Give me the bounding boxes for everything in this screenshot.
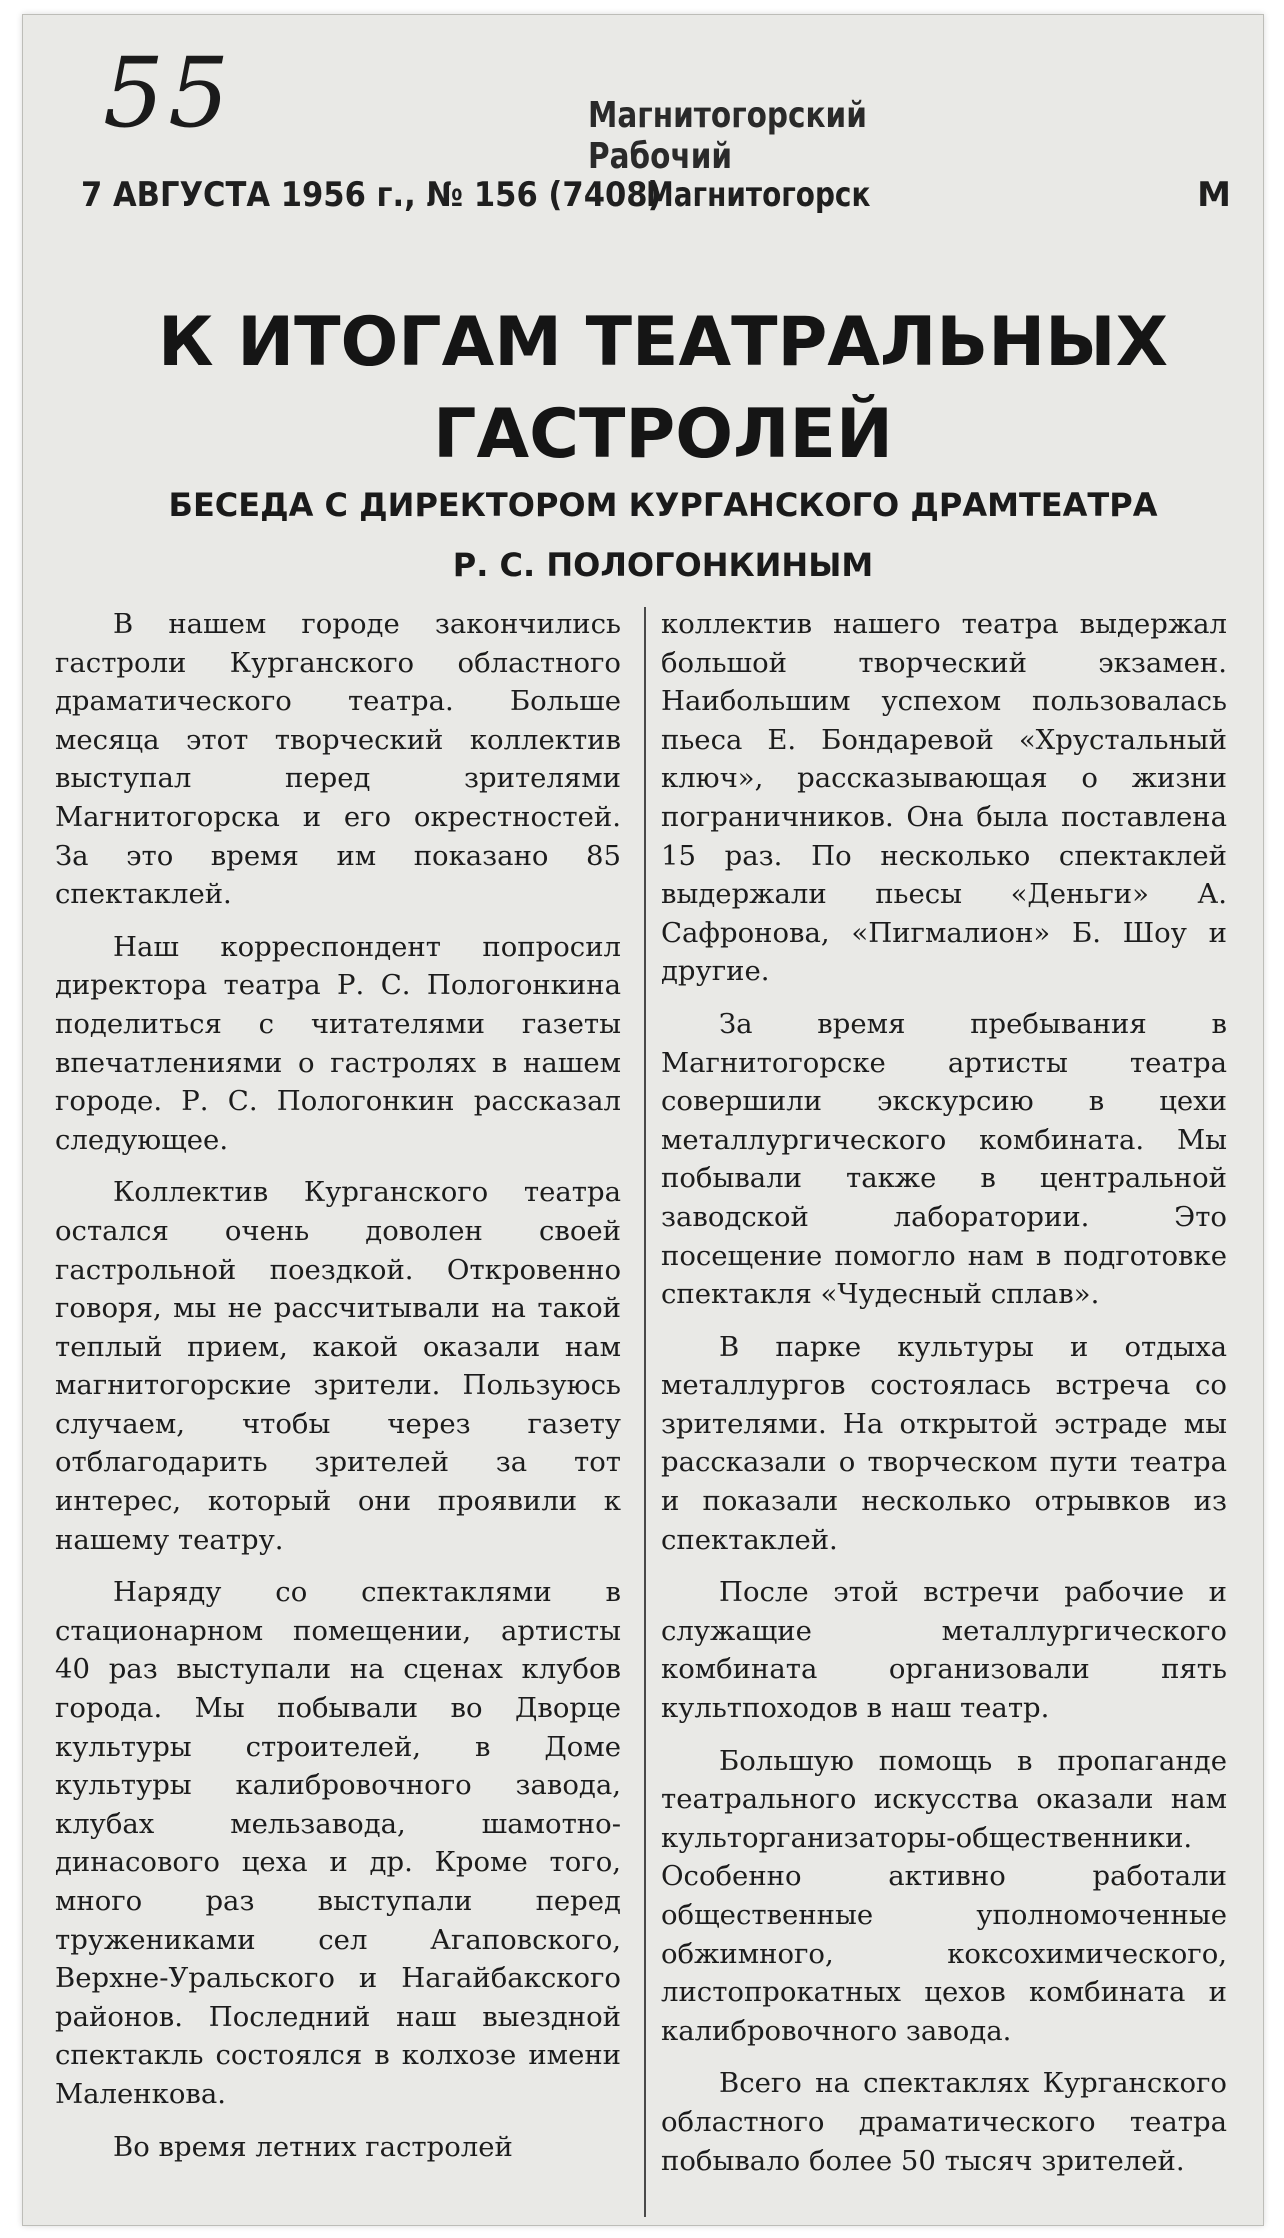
newspaper-name: Магнитогорский Рабочий xyxy=(588,95,867,177)
paragraph: коллектив нашего театра выдержал большой творческий экзамен. Наибольшим успехом пользовалась пьеса Е. Бондаревой «Хрустальный ключ», рассказывающая о жизни пограничников. Она была поставлена 15 раз. По несколько спектаклей выдержали пьесы «Деньги» А. Сафронова, «Пигмалион» Б. Шоу и другие. xyxy=(661,608,1227,988)
paragraph: В нашем городе закончились гастроли Курганского областного драматического театра. Больше месяца этот творческий коллектив выступал перед зрителями Магнитогорска и его окрестностей. За это время им показано 85 спектаклей. xyxy=(55,608,621,911)
paragraph: Наш корреспондент попросил директора театра Р. С. Пологонкина поделиться с читателями газеты впечатлениями о гастролях в нашем городе. Р. С. Пологонкин рассказал следующее. xyxy=(55,930,621,1156)
paragraph: Большую помощь в пропаганде театрального искусства оказали нам культорганизаторы-общественники. Особенно активно работали общественные уполномоченные обжимного, коксохимического, листопрокатных цехов комбината и калибровочного завода. xyxy=(661,1744,1227,2047)
article-subheading xyxy=(103,475,1223,595)
handwritten-number: 55 xyxy=(103,37,234,149)
paragraph: После этой встречи рабочие и служащие металлургического комбината организовали пять культпоходов в наш театр. xyxy=(661,1576,1227,1725)
paragraph: Коллектив Курганского театра остался очень доволен своей гастрольной поездкой. Откровенно говоря, мы не рассчитывали на такой теплый прием, какой оказали нам магнитогорские зрители. Пользуюсь случаем, чтобы через газету отблагодарить зрителей за тот интерес, который они проявили к нашему театру. xyxy=(55,1176,621,1556)
paragraph: Всего на спектаклях Курганского областного драматического театра побывало более 50 тысяч зрителей. xyxy=(661,2067,1227,2177)
paragraph: Во время летних гастролей xyxy=(113,2130,513,2163)
newspaper-clipping xyxy=(22,14,1264,2226)
left-column xyxy=(55,605,621,2180)
subheading-line-1: БЕСЕДА С ДИРЕКТОРОМ КУРГАНСКОГО ДРАМТЕАТРА xyxy=(168,486,1158,524)
city-name: Магнитогорск xyxy=(646,175,871,215)
column-divider xyxy=(644,607,646,2217)
paragraph: За время пребывания в Магнитогорске артисты театра совершили экскурсию в цехи металлургического комбината. Мы побывали также в центральной заводской лаборатории. Это посещение помогло нам в подготовке спектакля «Чудесный сплав». xyxy=(661,1007,1227,1311)
subheading-line-2: Р. С. ПОЛОГОНКИНЫМ xyxy=(452,546,874,584)
article-headline xyxy=(103,297,1223,481)
headline-line-2: ГАСТРОЛЕЙ xyxy=(433,395,893,474)
right-column xyxy=(661,605,1227,2194)
corner-letter: М xyxy=(1197,175,1231,215)
paragraph: Наряду со спектаклями в стационарном помещении, артисты 40 раз выступали на сценах клубов города. Мы побывали во Дворце культуры строителей, в Доме культуры калибровочного завода, клубах мельзавода, шамотно-динасового цеха и др. Кроме того, много раз выступали перед тружениками сел Агаповского, Верхне-Уральского и Нагайбакского районов. Последний наш выездной спектакль состоялся в колхозе имени Маленкова. xyxy=(55,1576,621,2110)
issue-date: 7 АВГУСТА 1956 г., № 156 (7408) xyxy=(81,175,662,215)
headline-line-1: К ИТОГАМ ТЕАТРАЛЬНЫХ xyxy=(157,303,1169,382)
paragraph: В парке культуры и отдыха металлургов состоялась встреча со зрителями. На открытой эстраде мы рассказали о творческом пути театра и показали несколько отрывков из спектаклей. xyxy=(661,1330,1227,1556)
